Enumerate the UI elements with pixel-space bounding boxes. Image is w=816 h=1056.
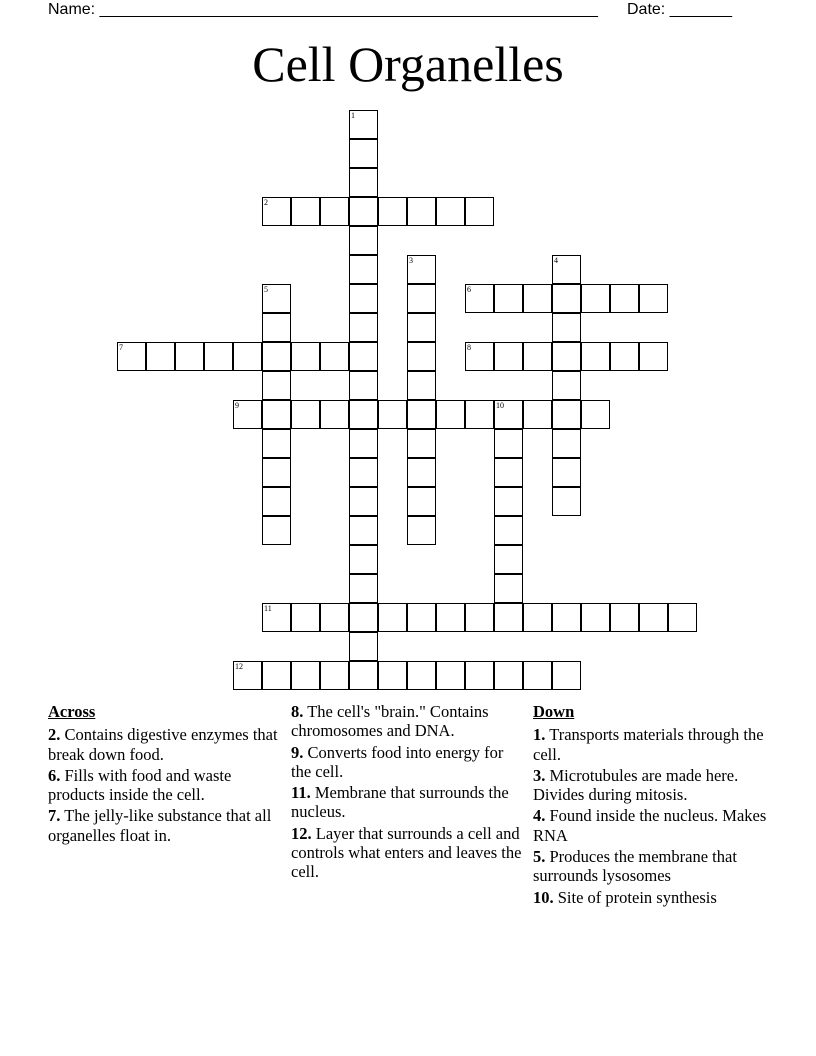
across-clue-12: 12. Layer that surrounds a cell and controls what enters and leaves the cell. — [291, 823, 522, 882]
grid-cell[interactable] — [262, 313, 291, 342]
down-column — [533, 702, 769, 909]
grid-cell[interactable] — [610, 603, 639, 632]
clue-number: 7 — [119, 343, 123, 352]
grid-cell[interactable] — [175, 342, 204, 371]
grid-cell[interactable] — [465, 603, 494, 632]
grid-cell[interactable] — [320, 342, 349, 371]
grid-cell[interactable] — [349, 487, 378, 516]
grid-cell[interactable] — [407, 197, 436, 226]
grid-cell[interactable] — [494, 661, 523, 690]
grid-cell[interactable] — [523, 400, 552, 429]
grid-cell[interactable] — [494, 516, 523, 545]
down-clue-10: 10. Site of protein synthesis — [533, 887, 717, 907]
grid-cell[interactable] — [552, 429, 581, 458]
grid-cell[interactable] — [349, 371, 378, 400]
grid-cell[interactable] — [523, 603, 552, 632]
grid-cell[interactable] — [204, 342, 233, 371]
grid-cell[interactable] — [349, 168, 378, 197]
grid-cell[interactable] — [610, 342, 639, 371]
down-clue-5: 5. Produces the membrane that surrounds lysosomes — [533, 847, 737, 886]
clue-number: 3 — [409, 256, 413, 265]
clue-number: 10 — [496, 401, 504, 410]
grid-cell[interactable] — [117, 342, 146, 371]
grid-cell[interactable] — [262, 284, 291, 313]
grid-cell[interactable] — [465, 400, 494, 429]
grid-cell[interactable] — [465, 661, 494, 690]
grid-cell[interactable] — [523, 342, 552, 371]
grid-cell[interactable] — [552, 313, 581, 342]
grid-cell[interactable] — [639, 342, 668, 371]
grid-cell[interactable] — [262, 661, 291, 690]
across-clue-2: 2. Contains digestive enzymes that break down food. — [48, 725, 278, 764]
grid-cell[interactable] — [407, 458, 436, 487]
grid-cell[interactable] — [233, 342, 262, 371]
grid-cell[interactable] — [552, 371, 581, 400]
grid-cell[interactable] — [349, 574, 378, 603]
grid-cell[interactable] — [407, 487, 436, 516]
grid-cell[interactable] — [349, 226, 378, 255]
grid-cell[interactable] — [262, 429, 291, 458]
clue-number: 6 — [467, 285, 471, 294]
grid-cell[interactable] — [349, 429, 378, 458]
down-clue-3: 3. Microtubules are made here. Divides during mitosis. — [533, 765, 739, 805]
grid-cell[interactable] — [233, 661, 262, 690]
date-line: Date: _______ — [627, 1, 732, 18]
grid-cell[interactable] — [552, 400, 581, 429]
grid-cell[interactable] — [349, 400, 378, 429]
grid-cell[interactable] — [320, 197, 349, 226]
grid-cell[interactable] — [552, 255, 581, 284]
grid-cell[interactable] — [233, 400, 262, 429]
clue-number: 2 — [264, 198, 268, 207]
grid-cell[interactable] — [436, 603, 465, 632]
grid-cell[interactable] — [465, 342, 494, 371]
grid-cell[interactable] — [291, 661, 320, 690]
grid-cell[interactable] — [320, 400, 349, 429]
grid-cell[interactable] — [494, 429, 523, 458]
down-heading: Down — [533, 702, 575, 721]
grid-cell[interactable] — [349, 516, 378, 545]
grid-cell[interactable] — [262, 516, 291, 545]
grid-cell[interactable] — [291, 342, 320, 371]
grid-cell[interactable] — [262, 197, 291, 226]
clue-number: 5 — [264, 285, 268, 294]
grid-cell[interactable] — [436, 197, 465, 226]
across-clue-11: 11. Membrane that surrounds the nucleus. — [291, 783, 509, 822]
grid-cell[interactable] — [407, 284, 436, 313]
grid-cell[interactable] — [378, 661, 407, 690]
grid-cell[interactable] — [436, 661, 465, 690]
grid-cell[interactable] — [262, 371, 291, 400]
grid-cell[interactable] — [407, 342, 436, 371]
grid-cell[interactable] — [552, 487, 581, 516]
grid-cell[interactable] — [349, 197, 378, 226]
grid-cell[interactable] — [494, 284, 523, 313]
across-clue-9: 9. Converts food into energy for the cell. — [291, 742, 504, 781]
grid-cell[interactable] — [668, 603, 697, 632]
across-column-1 — [48, 702, 284, 847]
clue-number: 11 — [264, 604, 272, 613]
grid-cell[interactable] — [407, 603, 436, 632]
grid-cell[interactable] — [291, 197, 320, 226]
grid-cell[interactable] — [552, 458, 581, 487]
grid-cell[interactable] — [320, 603, 349, 632]
clue-number: 4 — [554, 256, 558, 265]
clue-number: 1 — [351, 111, 355, 120]
across-clue-6: 6. Fills with food and waste products inside the cell. — [48, 765, 232, 805]
grid-cell[interactable] — [581, 603, 610, 632]
grid-cell[interactable] — [494, 400, 523, 429]
grid-cell[interactable] — [378, 400, 407, 429]
grid-cell[interactable] — [494, 487, 523, 516]
grid-cell[interactable] — [552, 603, 581, 632]
grid-cell[interactable] — [494, 603, 523, 632]
grid-cell[interactable] — [262, 487, 291, 516]
grid-cell[interactable] — [291, 400, 320, 429]
grid-cell[interactable] — [407, 516, 436, 545]
grid-cell[interactable] — [349, 661, 378, 690]
grid-cell[interactable] — [378, 197, 407, 226]
grid-cell[interactable] — [349, 342, 378, 371]
grid-cell[interactable] — [407, 400, 436, 429]
across-heading: Across — [48, 702, 96, 721]
grid-cell[interactable] — [407, 661, 436, 690]
grid-cell[interactable] — [378, 603, 407, 632]
grid-cell[interactable] — [262, 458, 291, 487]
grid-cell[interactable] — [349, 110, 378, 139]
grid-cell[interactable] — [349, 603, 378, 632]
down-clue-4: 4. Found inside the nucleus. Makes RNA — [533, 806, 767, 845]
grid-cell[interactable] — [465, 284, 494, 313]
clue-number: 12 — [235, 662, 243, 671]
clue-number: 9 — [235, 401, 239, 410]
grid-cell[interactable] — [262, 342, 291, 371]
clue-number: 8 — [467, 343, 471, 352]
grid-cell[interactable] — [349, 545, 378, 574]
across-column-2 — [291, 702, 527, 884]
grid-cell[interactable] — [639, 603, 668, 632]
grid-cell[interactable] — [349, 632, 378, 661]
grid-cell[interactable] — [349, 139, 378, 168]
grid-cell[interactable] — [407, 371, 436, 400]
grid-cell[interactable] — [581, 284, 610, 313]
grid-cell[interactable] — [407, 429, 436, 458]
grid-cell[interactable] — [465, 197, 494, 226]
name-line: Name: ________________________________________________________ — [48, 1, 598, 18]
grid-cell[interactable] — [436, 400, 465, 429]
grid-cell[interactable] — [349, 255, 378, 284]
page-title: Cell Organelles — [252, 36, 564, 92]
grid-cell[interactable] — [581, 400, 610, 429]
grid-cell[interactable] — [494, 545, 523, 574]
down-clue-1: 1. Transports materials through the cell. — [533, 725, 764, 764]
grid-cell[interactable] — [523, 661, 552, 690]
grid-cell[interactable] — [523, 284, 552, 313]
grid-cell[interactable] — [349, 458, 378, 487]
grid-cell[interactable] — [552, 661, 581, 690]
grid-cell[interactable] — [407, 313, 436, 342]
grid-cell[interactable] — [291, 603, 320, 632]
grid-cell[interactable] — [494, 342, 523, 371]
grid-cell[interactable] — [349, 284, 378, 313]
grid-cell[interactable] — [407, 255, 436, 284]
grid-cell[interactable] — [494, 574, 523, 603]
grid-cell[interactable] — [494, 458, 523, 487]
grid-cell[interactable] — [262, 400, 291, 429]
across-clue-7: 7. The jelly-like substance that all organelles float in. — [48, 806, 272, 845]
grid-cell[interactable] — [146, 342, 175, 371]
grid-cell[interactable] — [552, 342, 581, 371]
grid-cell[interactable] — [552, 284, 581, 313]
grid-cell[interactable] — [610, 284, 639, 313]
across-clue-8: 8. The cell's "brain." Contains chromosomes and DNA. — [291, 702, 489, 741]
grid-cell[interactable] — [262, 603, 291, 632]
grid-cell[interactable] — [349, 313, 378, 342]
grid-cell[interactable] — [320, 661, 349, 690]
grid-cell[interactable] — [639, 284, 668, 313]
grid-cell[interactable] — [581, 342, 610, 371]
